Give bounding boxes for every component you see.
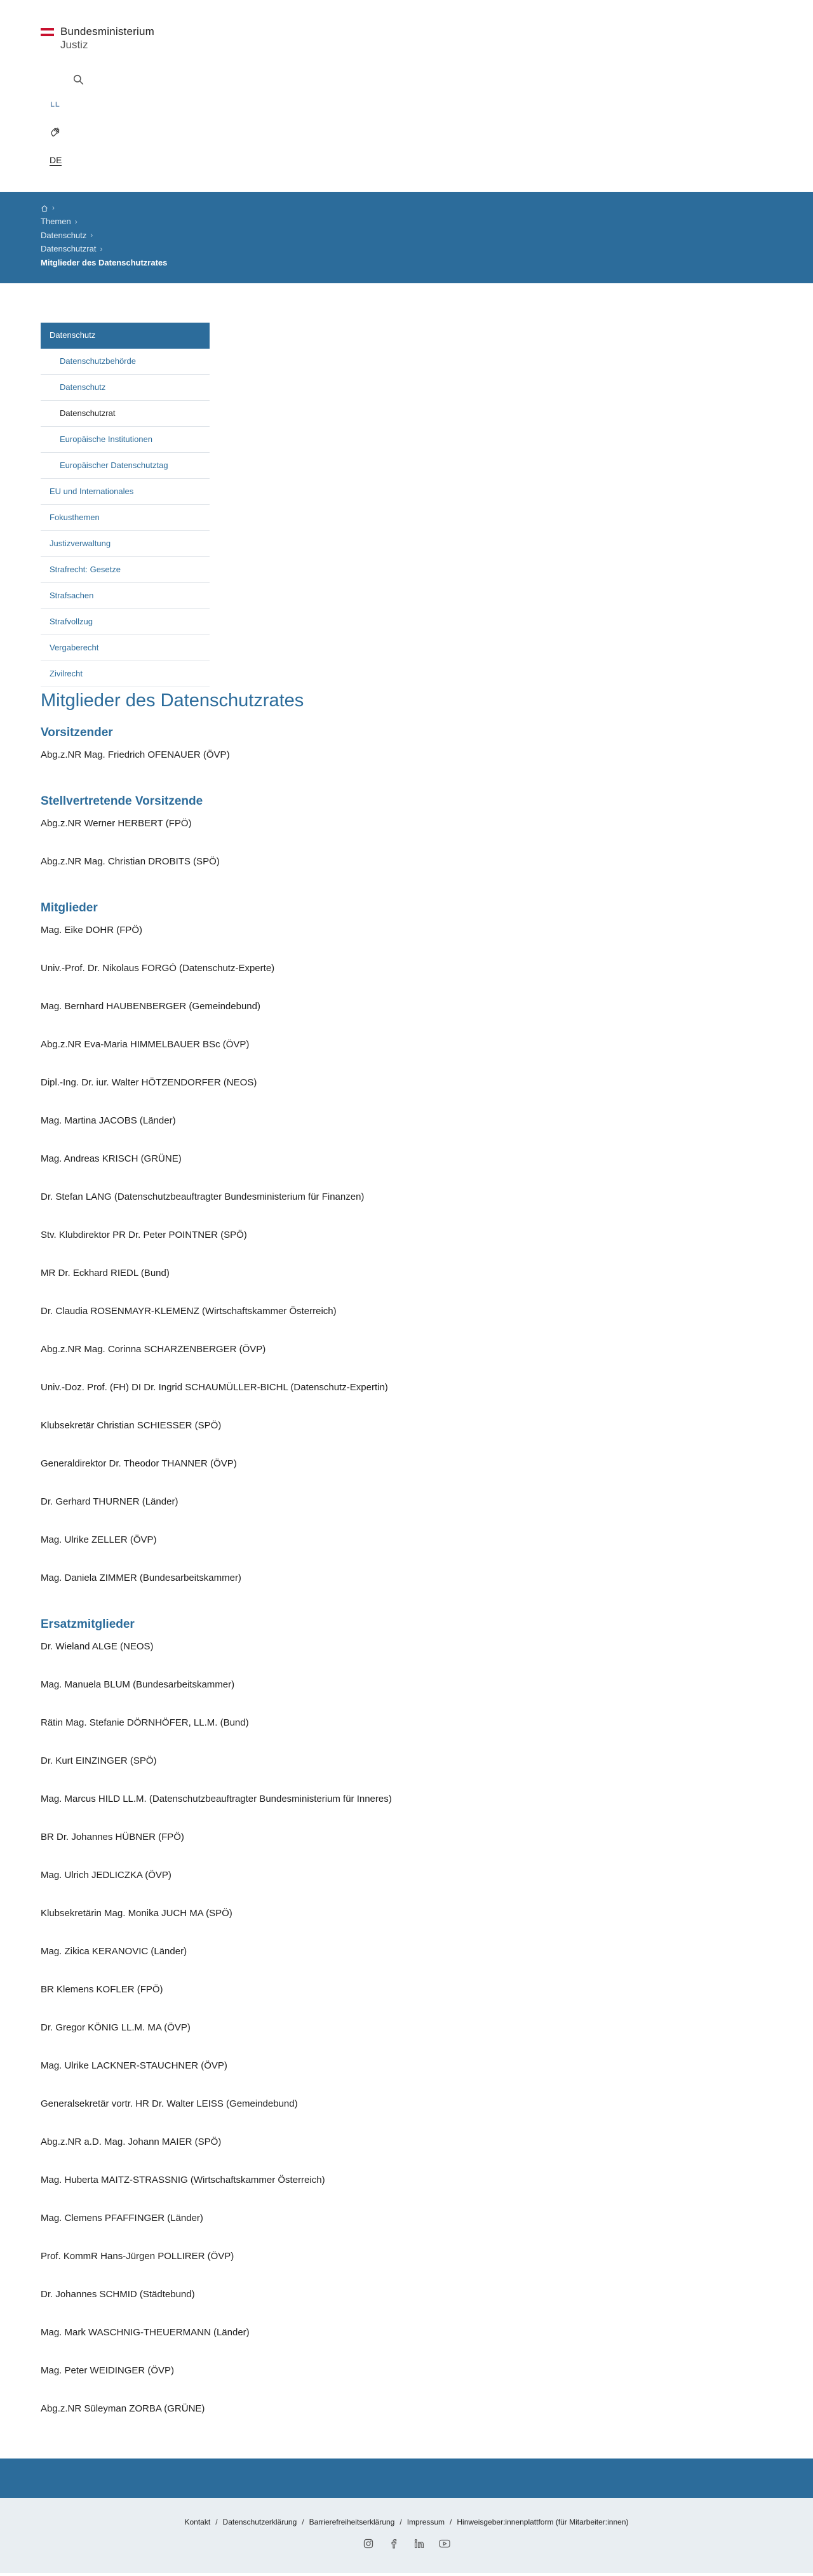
member-entry: Klubsekretär Christian SCHIESSER (SPÖ) bbox=[41, 1420, 222, 1431]
chevron-right-icon: › bbox=[52, 203, 55, 213]
member-entry: Mag. Mark WASCHNIG-THEUERMANN (Länder) bbox=[41, 2327, 250, 2338]
member-entry: Stv. Klubdirektor PR Dr. Peter POINTNER (SPÖ) bbox=[41, 1230, 247, 1240]
sidenav-item-datenschutzbehoerde[interactable]: Datenschutzbehörde bbox=[41, 349, 210, 375]
breadcrumb-label: Datenschutzrat bbox=[41, 244, 97, 254]
member-entry: Mag. Ulrich JEDLICZKA (ÖVP) bbox=[41, 1870, 171, 1881]
member-entry: Dr. Gregor KÖNIG LL.M. MA (ÖVP) bbox=[41, 2022, 191, 2033]
search-icon bbox=[73, 74, 84, 85]
member-sections bbox=[41, 725, 772, 2429]
sidenav-item-zivilrecht[interactable]: Zivilrecht bbox=[41, 661, 210, 687]
footer-link-datenschutzerklaerung[interactable]: Datenschutzerklärung bbox=[222, 2518, 297, 2526]
member-entry: Univ.-Prof. Dr. Nikolaus FORGÓ (Datenschutz-Experte) bbox=[41, 963, 275, 974]
easy-language-icon: LL bbox=[50, 101, 60, 109]
member-section bbox=[41, 793, 772, 882]
sidenav-item-datenschutz[interactable]: Datenschutz bbox=[41, 323, 210, 349]
section-navigation bbox=[41, 323, 210, 687]
footer-links bbox=[0, 2517, 813, 2528]
member-entry: Generalsekretär vortr. HR Dr. Walter LEISS (Gemeindebund) bbox=[41, 2098, 298, 2109]
breadcrumb-current bbox=[41, 256, 813, 270]
home-icon bbox=[41, 205, 48, 212]
member-entry: Generaldirektor Dr. Theodor THANNER (ÖVP) bbox=[41, 1458, 237, 1469]
member-entry: Prof. KommR Hans-Jürgen POLLIRER (ÖVP) bbox=[41, 2251, 234, 2262]
logo-ressort: Justiz bbox=[60, 39, 88, 51]
sidenav-item-europaeischer-datenschutztag[interactable]: Europäischer Datenschutztag bbox=[41, 453, 210, 479]
search-button[interactable] bbox=[70, 71, 86, 88]
member-entry: Mag. Eike DOHR (FPÖ) bbox=[41, 925, 143, 936]
language-switcher[interactable]: DE bbox=[50, 155, 62, 165]
footer-separator: / bbox=[400, 2518, 402, 2526]
member-entry: Klubsekretärin Mag. Monika JUCH MA (SPÖ) bbox=[41, 1908, 232, 1919]
member-entry: Dr. Claudia ROSENMAYR-KLEMENZ (Wirtschaftskammer Österreich) bbox=[41, 1306, 337, 1317]
main-content bbox=[0, 688, 772, 2429]
member-entry: Dr. Wieland ALGE (NEOS) bbox=[41, 1641, 154, 1652]
member-entry: Univ.-Doz. Prof. (FH) DI Dr. Ingrid SCHAUMÜLLER-BICHL (Datenschutz-Expertin) bbox=[41, 1382, 388, 1393]
sign-language-icon bbox=[50, 126, 61, 138]
member-entry: Abg.z.NR Werner HERBERT (FPÖ) bbox=[41, 818, 192, 829]
sidenav-item-justizverwaltung[interactable]: Justizverwaltung bbox=[41, 531, 210, 557]
sidenav-item-strafsachen[interactable]: Strafsachen bbox=[41, 583, 210, 609]
sidenav-item-datenschutz-sub[interactable]: Datenschutz bbox=[41, 375, 210, 401]
section-heading: Ersatzmitglieder bbox=[41, 1618, 135, 1631]
member-list bbox=[41, 817, 772, 882]
breadcrumb-label: Mitglieder des Datenschutzrates bbox=[41, 257, 168, 267]
member-entry: BR Dr. Johannes HÜBNER (FPÖ) bbox=[41, 1832, 184, 1842]
member-entry: Dr. Kurt EINZINGER (SPÖ) bbox=[41, 1755, 157, 1766]
member-entry: Rätin Mag. Stefanie DÖRNHÖFER, LL.M. (Bund) bbox=[41, 1717, 249, 1728]
member-entry: Mag. Huberta MAITZ-STRASSNIG (Wirtschaftskammer Österreich) bbox=[41, 2175, 325, 2185]
member-entry: Mag. Bernhard HAUBENBERGER (Gemeindebund) bbox=[41, 1001, 260, 1012]
section-heading: Stellvertretende Vorsitzende bbox=[41, 795, 203, 808]
sidenav-item-strafvollzug[interactable]: Strafvollzug bbox=[41, 609, 210, 635]
member-list bbox=[41, 1640, 772, 2429]
member-entry: Abg.z.NR a.D. Mag. Johann MAIER (SPÖ) bbox=[41, 2137, 222, 2147]
sidenav-item-eu-und-internationales[interactable]: EU und Internationales bbox=[41, 479, 210, 505]
sidenav-item-europaeische-institutionen[interactable]: Europäische Institutionen bbox=[41, 427, 210, 453]
chevron-right-icon: › bbox=[90, 231, 93, 240]
member-entry: Mag. Peter WEIDINGER (ÖVP) bbox=[41, 2365, 175, 2376]
social-links bbox=[0, 2538, 813, 2549]
easy-language-link[interactable] bbox=[48, 98, 62, 112]
sign-language-link[interactable] bbox=[48, 125, 62, 139]
footer-link-hinweisgeber[interactable]: Hinweisgeber:innenplattform (für Mitarbeiter:innen) bbox=[457, 2518, 629, 2526]
sidenav-item-vergaberecht[interactable]: Vergaberecht bbox=[41, 635, 210, 661]
footer-link-barrierefreiheit[interactable]: Barrierefreiheitserklärung bbox=[309, 2518, 395, 2526]
footer-separator: / bbox=[302, 2518, 304, 2526]
page-title: Mitglieder des Datenschutzrates bbox=[41, 690, 304, 711]
facebook-icon bbox=[389, 2539, 399, 2549]
member-section bbox=[41, 900, 772, 1599]
breadcrumb bbox=[0, 192, 813, 283]
member-entry: Mag. Marcus HILD LL.M. (Datenschutzbeauftragter Bundesministerium für Inneres) bbox=[41, 1794, 392, 1804]
member-entry: Abg.z.NR Eva-Maria HIMMELBAUER BSc (ÖVP) bbox=[41, 1039, 250, 1050]
member-entry: Abg.z.NR Mag. Friedrich OFENAUER (ÖVP) bbox=[41, 749, 230, 760]
member-entry: Dr. Johannes SCHMID (Städtebund) bbox=[41, 2289, 195, 2300]
breadcrumb-item[interactable] bbox=[41, 229, 813, 243]
logo-text bbox=[60, 25, 154, 51]
member-entry: Abg.z.NR Süleyman ZORBA (GRÜNE) bbox=[41, 2403, 205, 2414]
section-heading: Vorsitzender bbox=[41, 726, 113, 739]
instagram-link[interactable] bbox=[363, 2538, 374, 2549]
member-entry: Mag. Ulrike LACKNER-STAUCHNER (ÖVP) bbox=[41, 2060, 227, 2071]
linkedin-icon bbox=[414, 2539, 424, 2549]
member-entry: BR Klemens KOFLER (FPÖ) bbox=[41, 1984, 163, 1995]
site-header bbox=[0, 0, 813, 192]
youtube-icon bbox=[439, 2539, 450, 2548]
sidenav-item-datenschutzrat[interactable]: Datenschutzrat bbox=[41, 401, 210, 427]
sidenav-item-fokusthemen[interactable]: Fokusthemen bbox=[41, 505, 210, 531]
member-section bbox=[41, 1616, 772, 2429]
footer-link-kontakt[interactable]: Kontakt bbox=[184, 2518, 211, 2526]
member-entry: Dipl.-Ing. Dr. iur. Walter HÖTZENDORFER (NEOS) bbox=[41, 1077, 257, 1088]
member-entry: Mag. Clemens PFAFFINGER (Länder) bbox=[41, 2213, 203, 2224]
breadcrumb-label: Datenschutz bbox=[41, 230, 87, 240]
member-entry: Mag. Andreas KRISCH (GRÜNE) bbox=[41, 1153, 182, 1164]
sidenav-item-strafrecht-gesetze[interactable]: Strafrecht: Gesetze bbox=[41, 557, 210, 583]
footer-link-impressum[interactable]: Impressum bbox=[406, 2518, 445, 2526]
breadcrumb-item[interactable] bbox=[41, 243, 813, 257]
member-entry: Abg.z.NR Mag. Christian DROBITS (SPÖ) bbox=[41, 856, 220, 867]
breadcrumb-item[interactable] bbox=[41, 215, 813, 229]
member-entry: Mag. Manuela BLUM (Bundesarbeitskammer) bbox=[41, 1679, 235, 1690]
member-entry: Mag. Daniela ZIMMER (Bundesarbeitskammer) bbox=[41, 1573, 241, 1583]
breadcrumb-label: Themen bbox=[41, 217, 71, 227]
member-entry: Dr. Stefan LANG (Datenschutzbeauftragter Bundesministerium für Finanzen) bbox=[41, 1191, 365, 1202]
logo-ministry: Bundesministerium bbox=[60, 25, 154, 37]
ministry-logo[interactable] bbox=[41, 25, 813, 51]
chevron-right-icon: › bbox=[74, 217, 77, 226]
footer-separator: / bbox=[450, 2518, 452, 2526]
chevron-right-icon: › bbox=[100, 244, 103, 253]
footer-separator: / bbox=[215, 2518, 218, 2526]
member-entry: Dr. Gerhard THURNER (Länder) bbox=[41, 1496, 178, 1507]
member-list bbox=[41, 924, 772, 1599]
member-entry: Mag. Ulrike ZELLER (ÖVP) bbox=[41, 1534, 157, 1545]
section-heading: Mitglieder bbox=[41, 901, 98, 915]
member-entry: Abg.z.NR Mag. Corinna SCHARZENBERGER (ÖVP) bbox=[41, 1344, 266, 1355]
member-entry: Mag. Zikica KERANOVIC (Länder) bbox=[41, 1946, 187, 1957]
linkedin-link[interactable] bbox=[413, 2538, 425, 2549]
austrian-flag-icon bbox=[41, 28, 54, 36]
member-section bbox=[41, 725, 772, 775]
site-footer bbox=[0, 2498, 813, 2573]
facebook-link[interactable] bbox=[388, 2538, 400, 2549]
breadcrumb-item-home[interactable] bbox=[41, 201, 813, 215]
footer-band bbox=[0, 2459, 813, 2498]
member-entry: Mag. Martina JACOBS (Länder) bbox=[41, 1115, 176, 1126]
youtube-link[interactable] bbox=[439, 2538, 450, 2549]
instagram-icon bbox=[363, 2539, 373, 2549]
member-entry: MR Dr. Eckhard RIEDL (Bund) bbox=[41, 1268, 170, 1278]
member-list bbox=[41, 749, 772, 775]
